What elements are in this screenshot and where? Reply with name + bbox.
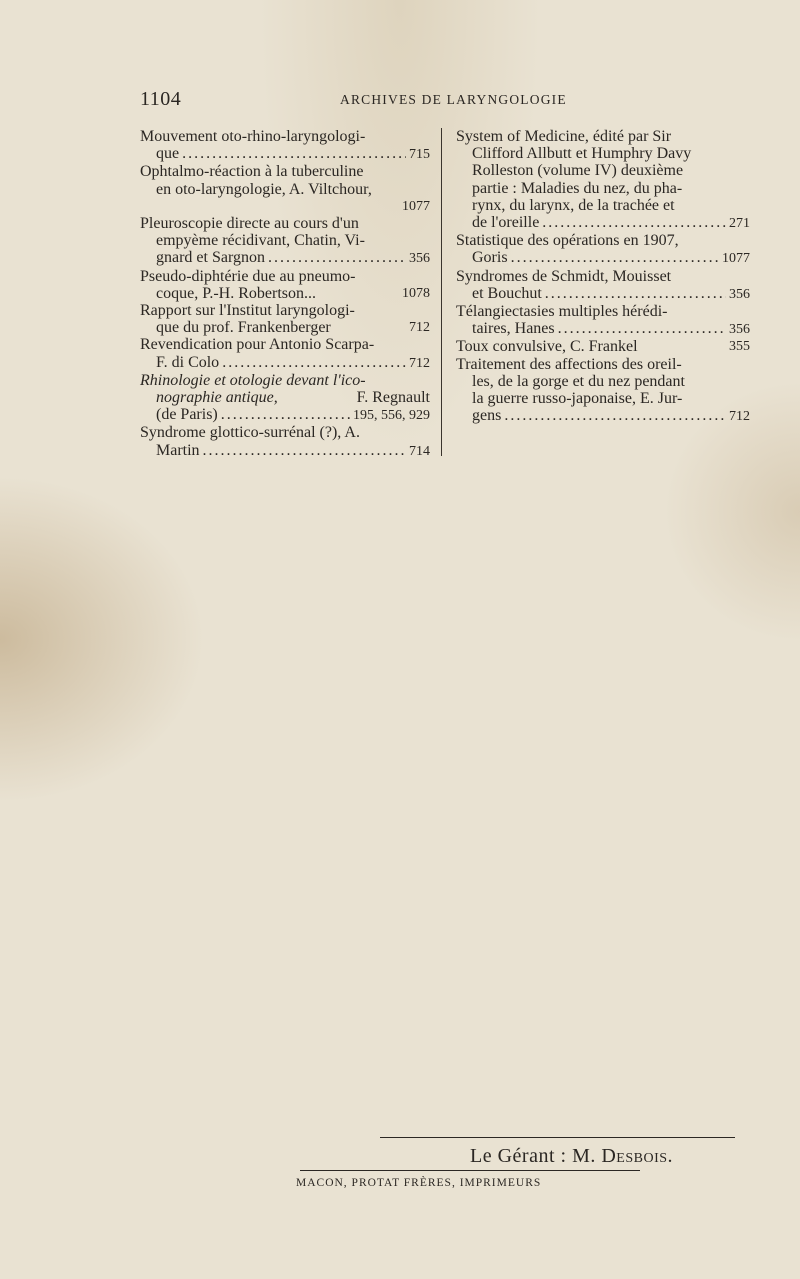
page-reference: 714 <box>409 443 430 459</box>
column-divider <box>441 128 442 456</box>
entry-text: Rolleston (volume IV) deuxième <box>472 162 684 180</box>
entry-text: gnard et Sargnon <box>156 249 266 267</box>
index-entry <box>456 128 750 232</box>
entry-text: System of Medicine, édité par Sir <box>456 128 672 145</box>
page-reference: 1078 <box>402 285 430 301</box>
entry-text: Pleuroscopie directe au cours d'un <box>140 215 359 233</box>
entry-text: partie : Maladies du nez, du pha- <box>472 179 683 197</box>
page-reference: 356 <box>729 322 750 338</box>
entry-text: Martin <box>156 441 200 459</box>
index-column-left <box>140 128 430 460</box>
entry-text: de l'oreille <box>472 214 540 232</box>
entry-title-italic: nographie antique, <box>156 389 278 407</box>
index-entry <box>456 338 750 355</box>
leader-dots <box>203 442 406 459</box>
index-entry <box>140 424 430 459</box>
imprint-rule <box>300 1170 640 1171</box>
entry-text: Syndrome glottico-surrénal (?), A. <box>140 424 360 442</box>
index-entry <box>140 215 430 268</box>
page-number: 1104 <box>140 88 182 110</box>
index-entry <box>140 372 430 425</box>
page-reference: 715 <box>409 147 430 163</box>
entry-text: que <box>156 145 180 163</box>
entry-text: Ophtalmo-réaction à la tuberculine <box>140 163 364 181</box>
entry-text: Revendication pour Antonio Scarpa- <box>140 336 375 354</box>
page-header <box>140 88 740 116</box>
page-reference: 712 <box>409 355 430 371</box>
entry-text: Rapport sur l'Institut laryngologi- <box>140 302 355 320</box>
entry-text: Mouvement oto-rhino-laryngologi- <box>140 128 366 145</box>
printer-imprint: MACON, PROTAT FRÈRES, IMPRIMEURS <box>296 1177 542 1189</box>
entry-text: empyème récidivant, Chatin, Vi- <box>156 232 365 250</box>
index-entry <box>140 163 430 215</box>
index-entry <box>140 302 430 336</box>
signature <box>470 1145 673 1168</box>
page-reference: 712 <box>409 320 430 336</box>
signature-name: Desbois. <box>601 1145 674 1167</box>
page-reference: 1077 <box>402 198 430 214</box>
signature-prefix: Le Gérant : M. <box>470 1145 596 1167</box>
entry-text: Syndromes de Schmidt, Mouisset <box>456 267 672 285</box>
entry-text: Pseudo-diphtérie due au pneumo- <box>140 267 356 285</box>
index-entry <box>140 268 430 302</box>
page-reference: 195, 556, 929 <box>353 408 430 424</box>
page-reference: 355 <box>729 339 750 355</box>
leader-dots <box>545 285 726 302</box>
leader-dots <box>182 145 406 162</box>
entry-text: Traitement des affections des oreil- <box>456 355 682 373</box>
entry-text: coque, P.-H. Robertson... <box>156 284 316 302</box>
index-entry <box>456 356 750 426</box>
page-reference: 1077 <box>722 251 750 267</box>
index-entry <box>456 303 750 338</box>
leader-dots <box>222 354 406 371</box>
entry-text: en oto-laryngologie, A. Viltchour, <box>156 180 372 198</box>
footer-rule <box>380 1137 735 1138</box>
entry-text: F. Regnault <box>356 389 430 407</box>
entry-text: que du prof. Frankenberger <box>156 319 331 337</box>
index-entry <box>140 336 430 371</box>
index-entry <box>456 232 750 267</box>
entry-text: la guerre russo-japonaise, E. Jur- <box>472 390 683 408</box>
page-reference: 712 <box>729 409 750 425</box>
index-column-right <box>456 128 750 425</box>
page-reference: 356 <box>409 251 430 267</box>
entry-title-italic: Rhinologie et otologie devant l'ico- <box>140 371 366 389</box>
entry-text: gens <box>472 407 502 425</box>
leader-dots <box>221 406 350 423</box>
leader-dots <box>542 214 726 231</box>
index-entry <box>140 128 430 163</box>
leader-dots <box>504 407 726 424</box>
page-reference: 356 <box>729 286 750 302</box>
leader-dots <box>511 249 719 266</box>
page-reference: 271 <box>729 216 750 232</box>
entry-text: taires, Hanes <box>472 320 555 338</box>
entry-text: Goris <box>472 249 508 267</box>
leader-dots <box>558 320 726 337</box>
entry-text: rynx, du larynx, de la trachée et <box>472 196 675 214</box>
entry-text: F. di Colo <box>156 353 220 371</box>
entry-text: les, de la gorge et du nez pendant <box>472 372 685 390</box>
index-entry <box>456 268 750 303</box>
entry-text: et Bouchut <box>472 284 542 302</box>
entry-text: Toux convulsive, C. Frankel <box>456 338 638 356</box>
entry-text: Télangiectasies multiples hérédi- <box>456 303 668 321</box>
entry-text: Statistique des opérations en 1907, <box>456 232 679 250</box>
entry-text: Clifford Allbutt et Humphry Davy <box>472 145 692 163</box>
entry-text: (de Paris) <box>156 406 218 424</box>
leader-dots <box>268 249 406 266</box>
running-title: ARCHIVES DE LARYNGOLOGIE <box>340 92 567 107</box>
